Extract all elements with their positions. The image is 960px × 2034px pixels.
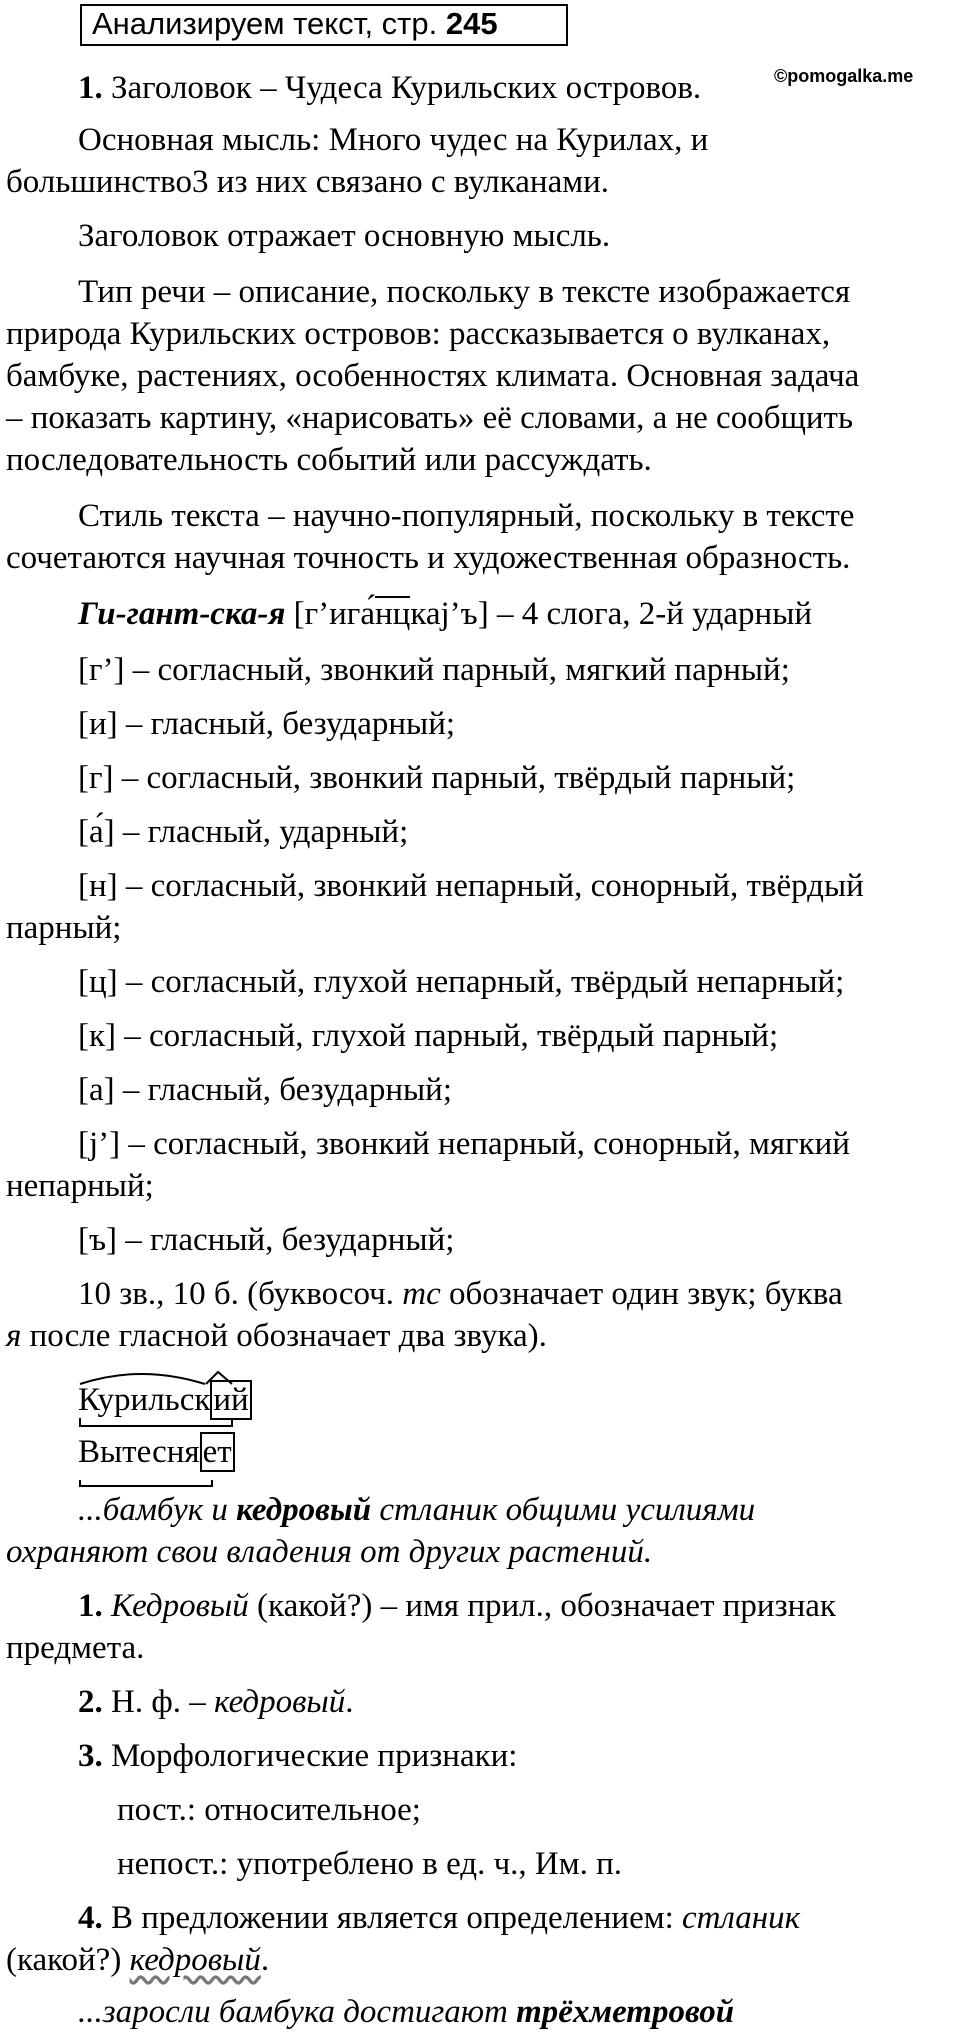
title-prefix: Анализируем текст, стр.	[92, 6, 446, 41]
paragraph-speech-type-line-1: Тип речи – описание, поскольку в тексте изображается	[78, 274, 851, 310]
sound-n-line-1: [н] – согласный, звонкий непарный, сонорный, твёрдый	[78, 868, 864, 904]
analysis-2: 2. Н. ф. – кедровый.	[78, 1684, 354, 1720]
title-page-number: 245	[445, 6, 498, 41]
stem-bracket	[80, 1418, 232, 1426]
analysis-4-line-2: (какой?) кедровый.	[6, 1942, 270, 1978]
paragraph-style-line-2: сочетаются научная точность и художественная образность.	[6, 540, 851, 576]
sound-yer: [ъ] – гласный, безударный;	[78, 1222, 455, 1258]
watermark: ©pomogalka.me	[774, 66, 914, 86]
paragraph-title-reflects: Заголовок отражает основную мысль.	[78, 218, 611, 254]
stem-bracket	[80, 1480, 212, 1486]
sound-a-stressed: [а́] – гласный, ударный;	[78, 814, 409, 850]
phonetic-transcription: Ги-гант-ска-я [г’ига́нц каj’ъ] – 4 слога, 2-й ударный	[78, 596, 813, 632]
sound-count-line-2: я после гласной обозначает два звука).	[6, 1318, 547, 1354]
morph-marks-1	[0, 1360, 960, 1430]
analysis-4-line-1: 4. В предложении является определением: стланик	[78, 1900, 801, 1936]
paragraph-speech-type-line-5: последовательность событий или рассуждать.	[6, 442, 652, 478]
morph-ending: ет	[200, 1432, 235, 1472]
sound-n-line-2: парный;	[6, 910, 122, 946]
morph-ending: ий	[210, 1380, 251, 1420]
suffix-mark	[206, 1372, 232, 1384]
quote-1-line-2: охраняют свои владения от других растений.	[6, 1534, 653, 1570]
paragraph-speech-type-line-2: природа Курильских островов: рассказывается о вулканах,	[6, 316, 831, 352]
analysis-3-variable: непост.: употреблено в ед. ч., Им. п.	[117, 1846, 623, 1882]
analysis-1-line-2: предмета.	[6, 1630, 145, 1666]
analysis-3-constant: пост.: относительное;	[117, 1792, 421, 1828]
sound-g-soft: [г’] – согласный, звонкий парный, мягкий парный;	[78, 652, 790, 688]
paragraph-main-idea-line-1: Основная мысль: Много чудес на Курилах, и	[78, 122, 709, 158]
paragraph-title: 1. Заголовок – Чудеса Курильских островов.	[78, 70, 702, 106]
sound-j-line-2: непарный;	[6, 1168, 154, 1204]
morph-stem: Курильск	[78, 1382, 211, 1418]
analysis-1-line-1: 1. Кедровый (какой?) – имя прил., обозначает признак	[78, 1588, 836, 1624]
sound-count-line-1: 10 зв., 10 б. (буквосоч. тс обозначает один звук; буква	[78, 1276, 843, 1312]
morph-marks-2	[0, 1430, 960, 1490]
sound-g-hard: [г] – согласный, звонкий парный, твёрдый парный;	[78, 760, 796, 796]
paragraph-speech-type-line-3: бамбуке, растениях, особенностях климата. Основная задача	[6, 358, 860, 394]
sound-i: [и] – гласный, безударный;	[78, 706, 456, 742]
quote-2: ...заросли бамбука достигают трёхметровой	[78, 1994, 735, 2030]
paragraph-style-line-1: Стиль текста – научно-популярный, поскольку в тексте	[78, 498, 855, 534]
analysis-3: 3. Морфологические признаки:	[78, 1738, 518, 1774]
paragraph-main-idea-line-2: большинство3 из них связано с вулканами.	[6, 164, 610, 200]
page-title	[92, 2, 498, 46]
sound-ts: [ц] – согласный, глухой непарный, твёрдый непарный;	[78, 964, 845, 1000]
quote-1-line-1: ...бамбук и кедровый стланик общими усилиями	[78, 1492, 756, 1528]
sound-k: [к] – согласный, глухой парный, твёрдый парный;	[78, 1018, 779, 1054]
sound-j-line-1: [j’] – согласный, звонкий непарный, сонорный, мягкий	[78, 1126, 850, 1162]
sound-a: [а] – гласный, безударный;	[78, 1072, 453, 1108]
paragraph-speech-type-line-4: – показать картину, «нарисовать» её словами, а не сообщить	[6, 400, 854, 436]
root-arc	[80, 1374, 205, 1384]
morph-stem: Вытесня	[78, 1434, 200, 1470]
